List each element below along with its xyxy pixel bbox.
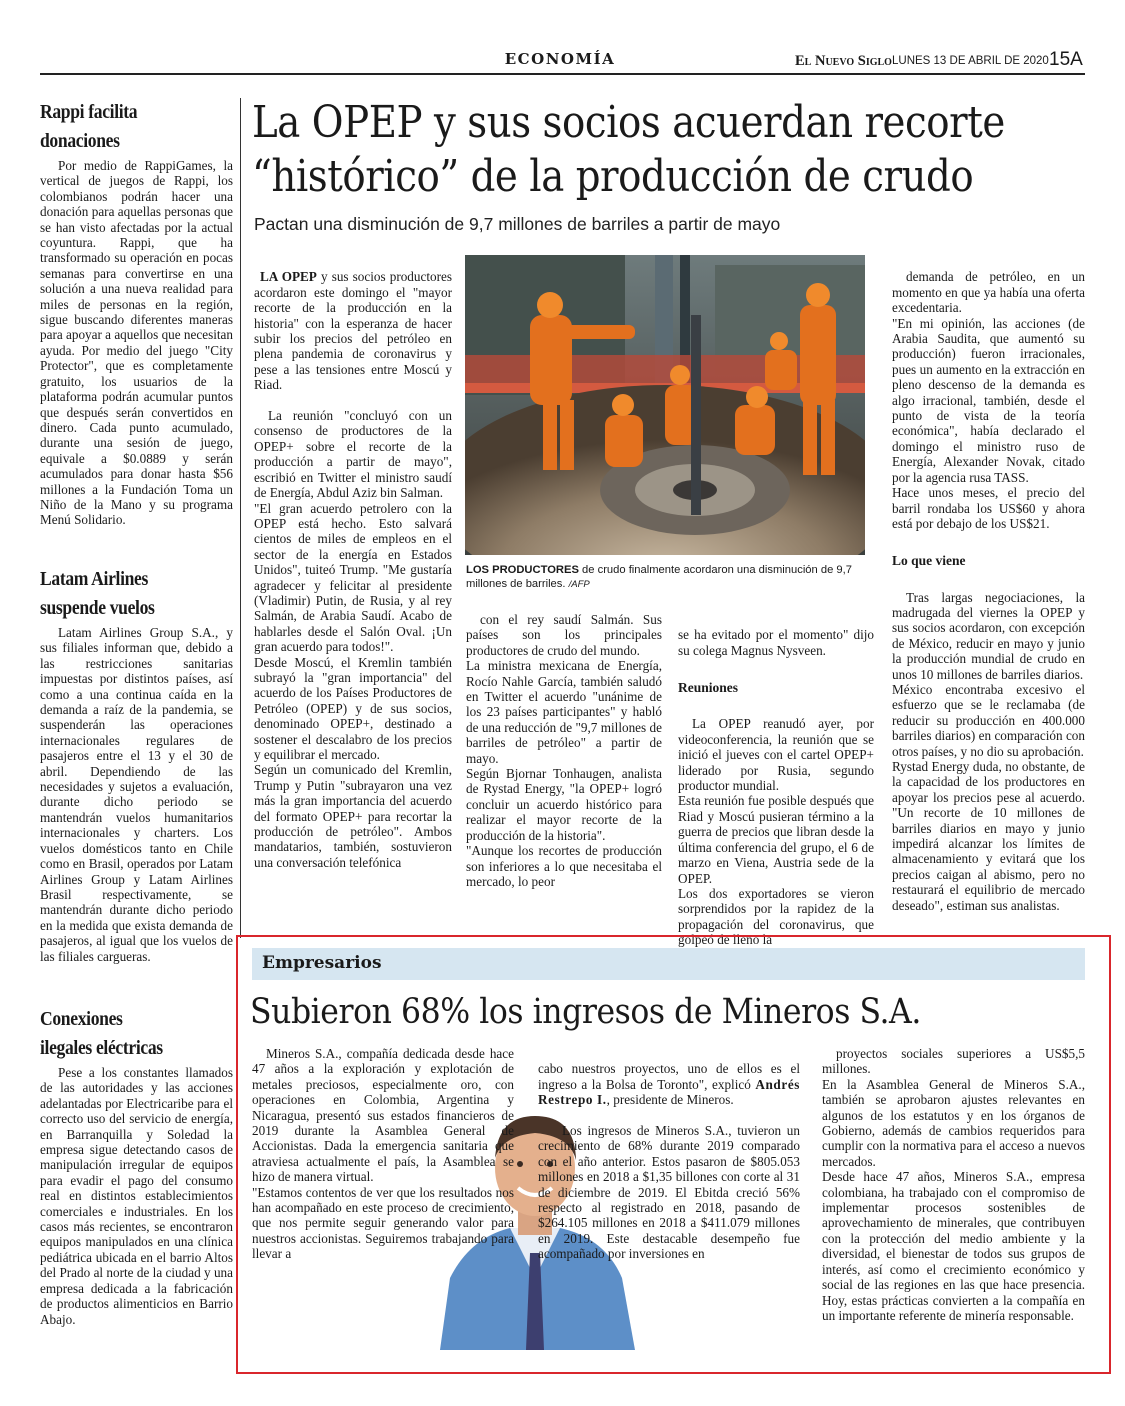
main-headline: [252, 96, 1092, 204]
column-text: se ha evitado por el momento" dijo su colega Magnus Nysveen.: [678, 627, 874, 658]
lead-in: LA OPEP: [260, 269, 317, 285]
column-text: Los ingresos de Mineros S.A., tuvieron un crecimiento de 68% durante 2019 comparado con el año anterior. Estos pasaron de $805.053 millones en 2018 a $1,35 billones con corte al 31 de diciembre de 2019. El Ebitda creció 56% respecto al registrado en 2018, pasando de $264.105 millones en 2018 a $411.079 millones en 2019. Este destacable desempeño fue acompañado por inversiones en: [538, 1123, 800, 1262]
sidebar-rule: [240, 98, 241, 938]
box-column-1: Mineros S.A., compañía dedicada desde hace 47 años a la exploración y explotación de metales preciosos, especialmente oro, con operaciones en Colombia, Argentina y Nicaragua, presentó sus estados financieros de 2019 durante la Asamblea General de Accionistas. Dada la emergencia sanitaria que atraviesa actualmente el país, la Asamblea se hizo de manera virtual. "Estamos contentos de ver que los resultados nos han acompañado en este proceso de crecimiento, que nos permite seguir generando valor para nuestros accionistas. Seguiremos trabajando para llevar a: [252, 1046, 514, 1262]
lead-text: y sus socios productores acordaron este domingo el "mayor recorte de la producción en la historia" con la esperanza de hacer subir los precios del petróleo en plena pandemia de coronavirus y pese a las tensiones entre Moscú y Riad.: [254, 269, 452, 393]
story-title: ilegales eléctricas: [40, 1037, 163, 1059]
subheading-reuniones: Reuniones: [678, 679, 739, 695]
section-name: ECONOMÍA: [504, 50, 616, 68]
section-label-bar: [252, 948, 1085, 980]
column-text: [538, 1061, 800, 1107]
caption-credit: /AFP: [568, 579, 590, 590]
story-title: Latam Airlines: [40, 568, 149, 590]
story-title: donaciones: [40, 130, 120, 152]
article-column-4: [892, 254, 1085, 928]
story-body: Pese a los constantes llamados de las autoridades y las acciones adelantadas por Electricaribe para el correcto uso del servicio de energía, en Barranquilla y Soledad la empresa sigue detectando casos de manipulación irregular de equipos para evadir el pago del consumo real en distintos establecimientos comerciales e industriales. En los casos más recientes, se encontraron equipos manipulados en una clínica pediátrica ubicada en el barrio Altos del Prado al norte de la ciudad y una empresa dedicada a la fabricación de productos alimenticios en Barrio Abajo.: [40, 1065, 233, 1327]
executive-title: , presidente de Mineros.: [606, 1092, 734, 1108]
column-text: La reunión "concluyó con un consenso de productores de la OPEP+ sobre el recorte de la producción a partir de mayo", escribió en Twitter el ministro saudí de Energía, Abdul Aziz bin Salman. "El gran acuerdo petrolero con la OPEP está hecho. Esto salvará cientos de miles de empleos en el sector de la energía en Estados Unidos", tuiteó Trump. "Me gustaría agradecer y felicitar al presidente (Vladimir) Putin, de Rusia, y al rey Salmán, de Arabia Saudí. Acabo de hablarles desde el Salón Oval. ¡Un gran acuerdo para todos!". Desde Moscú, el Kremlin también subrayó la "gran importancia" del acuerdo de los Países Productores de Petróleo (OPEP) y de sus socios, denominado OPEP+, destinado a sostener el descalabro de los precios y equilibrar el mercado. Según un comunicado del Kremlin, Trump y Putin "subrayaron una vez más la gran importancia del acuerdo del formato OPEP+ para recortar la producción de petróleo". Ambos mandatarios, también, sostuvieron una conversación telefónica: [254, 408, 452, 870]
oil-workers-photo: [465, 255, 865, 555]
photo-illustration: [465, 255, 865, 555]
box-headline: Subieron 68% los ingresos de Mineros S.A.: [250, 992, 921, 1032]
quote-end: cabo nuestros proyectos, uno de ellos es el ingreso a la Bolsa de Toronto", explicó: [538, 1061, 800, 1092]
story-title: Conexiones: [40, 1008, 123, 1030]
sidebar-story-rappi: [40, 98, 233, 528]
column-text: demanda de petróleo, en un momento en que ya había una oferta excedentaria. "En mi opinión, las acciones (de Arabia Saudita, que aumentó su producción) fueron irracionales, pues un aumento en la extracción en pleno descenso de la demanda es algo irracional, también, desde el punto de vista de la teoría económica", había declarado el domingo el ministro ruso de Energía, Alexander Novak, citado por la agencia rusa TASS. Hace unos meses, el precio del barril rondaba los US$60 y ahora está por debajo de los US$21.: [892, 269, 1085, 531]
newspaper-name: El Nuevo Siglo: [795, 53, 892, 69]
lead-paragraph: [254, 269, 452, 392]
headline-line-1: La OPEP y sus socios acuerdan recorte: [252, 97, 1005, 148]
article-column-1: [254, 254, 452, 886]
story-title: suspende vuelos: [40, 597, 155, 619]
box-column-3: proyectos sociales superiores a US$5,5 millones. En la Asamblea General de Mineros S.A., también se aprobaron ajustes relevantes en algunos de los estatutos y en los órganos de Gobierno, además de cambios requeridos para cumplir con la normativa para el acceso a nuevos mercados. Desde hace 47 años, Mineros S.A., empresa colombiana, ha trabajado con el compromiso de implementar procesos sostenibles de aprovechamiento de minerales, que contribuyen con la protección del medio ambiente y la diversidad, el bienestar de todos sus grupos de interés, así como el crecimiento económico y social de las regiones en las que hace presencia. Hoy, estas prácticas convierten a la compañía en un importante referente de minería responsable.: [822, 1046, 1085, 1323]
subheading-lo-que-viene: Lo que viene: [892, 552, 966, 568]
main-subhead: Pactan una disminución de 9,7 millones de barriles a partir de mayo: [254, 214, 781, 234]
box-column-2: [538, 1046, 800, 1277]
header-rule: [40, 73, 1085, 75]
sidebar-story-conexiones: [40, 1005, 233, 1327]
caption-text: de crudo finalmente acordaron una disminución de 9,7 millones de barriles.: [466, 564, 852, 590]
page-header: [0, 0, 1125, 80]
sidebar-story-latam: [40, 565, 233, 964]
story-body: Por medio de RappiGames, la vertical de juegos de Rappi, los colombianos podrán hacer una donación para aquellas personas que se han visto afectadas por la actual coyuntura. Rappi, que ha transformado su operación en pocas semanas para convertirse en una solución a una nueva realidad para miles de personas en la región, sigue buscando diferentes maneras para apoyar a aquellos que necesitan ayuda. Por medio del juego "City Protector", que es completamente gratuito, los usuarios de la plataforma podrán acumular puntos que después serán convertidos en dinero. Cada punto acumulado, durante una sesión de juego, equivale a $0.0889 y serán acumulados para donar hasta $56 millones a la Fundación Toma un Niño de la Mano y su programa Menú Solidario.: [40, 158, 233, 528]
article-column-3: [678, 612, 874, 963]
page-number: 15A: [1049, 49, 1083, 70]
article-column-2: con el rey saudí Salmán. Sus países son los principales productores de crudo del mundo. La ministra mexicana de Energía, Rocío Nahle García, también saludó en Twitter el acuerdo "unánime de los 23 países participantes" y habló de una reducción de "9,7 millones de barriles de petróleo" a partir de mayo. Según Bjornar Tonhaugen, analista de Rystad Energy, "la OPEP+ logró concluir un acuerdo histórico para realizar el mayor recorte de la producción de la historia". "Aunque los recortes de producción son inferiores a lo que necesitaba el mercado, lo peor: [466, 612, 662, 889]
story-body: Latam Airlines Group S.A., y sus filiales informan que, debido a las restricciones sanitarias impuestas por distintos países, así como a una continua caída en la demanda a raíz de la pandemia, se suspenderán las operaciones internacionales regulares de pasajeros entre el 13 y el 30 de abril. Dependiendo de las necesidades y sujetos a evaluación, durante dicho periodo se mantendrán vuelos humanitarios internacionales y charters. Los vuelos domésticos tanto en Chile como en Brasil, operados por Latam Airlines Group y Latam Airlines Brasil respectivamente, se mantendrán durante dicho periodo en la medida que exista demanda de pasajeros, al igual que los vuelos de las filiales cargueras.: [40, 625, 233, 964]
section-label: Empresarios: [262, 953, 382, 973]
column-text: La OPEP reanudó ayer, por videoconferencia, la reunión que se inició el jueves con el cartel OPEP+ liderado por Rusia, segundo productor mundial. Esta reunión fue posible después que Riad y Moscú pusieran término a la guerra de precios que libran desde la última conferencia del grupo, el 6 de marzo en Viena, Austria sede de la OPEP. Los dos exportadores se vieron sorprendidos por la rapidez de la propagación del coronavirus, que golpeó de lleno la: [678, 716, 874, 948]
executive-name: Andrés Restrepo I.: [538, 1076, 801, 1108]
story-title: Rappi facilita: [40, 101, 138, 123]
photo-caption: [466, 563, 866, 592]
column-text: Tras largas negociaciones, la madrugada del viernes la OPEP y sus socios acordaron, con excepción de México, reducir en mayo y junio la producción mundial de crudo en unos 10 millones de barriles diarios. México encontraba excesivo el esfuerzo que se le reclamaba (de reducir su producción en 400.000 barriles diarios) en comparación con otros países, y no dio su aprobación. Rystad Energy duda, no obstante, de la capacidad de los productores en apoyar los precios pese al acuerdo. "Un recorte de 10 millones de barriles diarios en mayo y junio impedirá alcanzar los límites de almacenamiento y evitará que los precios caigan al abismo, pero no restaurará el equilibrio de mercado deseado", estiman sus analistas.: [892, 589, 1085, 913]
issue-date: LUNES 13 DE ABRIL DE 2020: [892, 55, 1049, 67]
headline-line-2: “histórico” de la producción de crudo: [252, 151, 974, 202]
caption-lead: LOS PRODUCTORES: [466, 564, 579, 576]
